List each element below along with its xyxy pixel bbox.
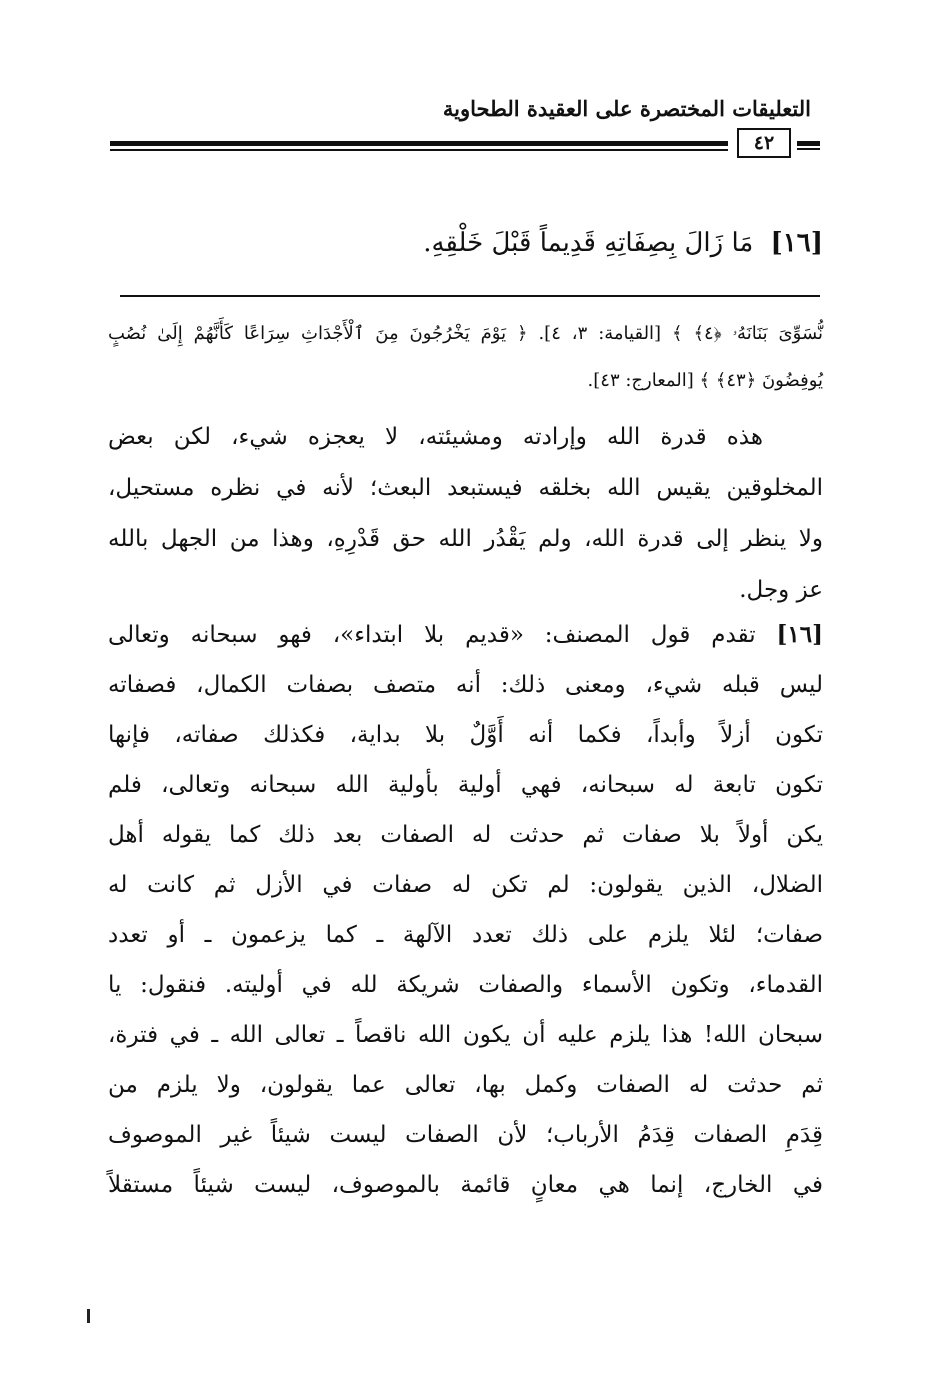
paragraph-line: صفات؛ لئلا يلزم على ذلك تعدد الآلهة ـ كما يزعمون ـ أو تعدد <box>108 922 823 948</box>
commentary-number: [١٦] <box>776 621 824 648</box>
footnote-divider <box>120 295 820 297</box>
paragraph-line: تكون تابعة له سبحانه، فهي أولية بأولية الله سبحانه وتعالى، فلم <box>108 772 823 798</box>
page-number: ٤٢ <box>737 128 791 158</box>
paragraph-text: تقدم قول المصنف: «قديم بلا ابتداء»، فهو سبحانه وتعالى <box>108 622 756 648</box>
paragraph-line: تكون أزلاً وأبداً، فكما أنه أَوَّلٌ بلا بداية، فكذلك صفاته، فإنها <box>108 722 823 748</box>
header-rule-right <box>797 141 820 150</box>
paragraph-line: الضلال، الذين يقولون: لم تكن له صفات في الأزل ثم كانت له <box>108 872 823 898</box>
paragraph-line: قِدَمِ الصفات قِدَمُ الأرباب؛ لأن الصفات ليست شيئاً غير الموصوف <box>108 1122 823 1148</box>
header-rule-thin <box>110 149 728 151</box>
paragraph-line: ليس قبله شيء، ومعنى ذلك: أنه متصف بصفات الكمال، فصفاته <box>108 672 823 698</box>
matn-line <box>123 228 823 278</box>
paragraph-line: سبحان الله! هذا يلزم عليه أن يكون الله ناقصاً ـ تعالى الله ـ في فترة، <box>108 1022 823 1048</box>
paragraph-line: في الخارج، إنما هي معانٍ قائمة بالموصوف، ليست شيئاً مستقلاً <box>108 1172 823 1198</box>
paragraph-line: هذه قدرة الله وإرادته ومشيئته، لا يعجزه شيء، لكن بعض <box>108 424 763 450</box>
paragraph-line: عز وجل. <box>739 577 823 603</box>
header-rule <box>110 141 728 146</box>
paragraph-line: ولا ينظر إلى قدرة الله، ولم يَقْدُر الله حق قَدْرِهِ، وهذا من الجهل بالله <box>108 526 823 552</box>
paragraph-line: المخلوقين يقيس الله بخلقه فيستبعد البعث؛ لأنه في نظره مستحيل، <box>108 475 823 501</box>
paragraph-line <box>108 612 823 658</box>
paragraph-line: القدماء، وتكون الأسماء والصفات شريكة لله في أوليته. فنقول: يا <box>108 972 823 998</box>
scan-mark <box>87 1309 90 1323</box>
quran-verse-line: يُوفِضُونَ ﴿٤٣﴾ ﴾ [المعارج: ٤٣]. <box>587 370 823 391</box>
matn-text: مَا زَالَ بِصِفَاتِهِ قَدِيماً قَبْلَ خَلْقِهِ. <box>423 228 754 258</box>
running-title: التعليقات المختصرة على العقيدة الطحاوية <box>442 96 811 121</box>
quran-verse-line: نُّسَوِّىَ بَنَانَهُۥ ﴿٤﴾ ﴾ [القيامة: ٣، ٤]. ﴿ يَوْمَ يَخْرُجُونَ مِنَ ٱلْأَجْدَاثِ سِرَاعًا كَأَنَّهُمْ إِلَىٰ نُصُبٍ <box>108 323 824 344</box>
paragraph-line: يكن أولاً بلا صفات ثم حدثت له الصفات بعد ذلك كما يقوله أهل <box>108 822 823 848</box>
paragraph-line: ثم حدثت له الصفات وكمل بها، تعالى عما يقولون، ولا يلزم من <box>108 1072 823 1098</box>
matn-number: [١٦] <box>770 228 823 258</box>
